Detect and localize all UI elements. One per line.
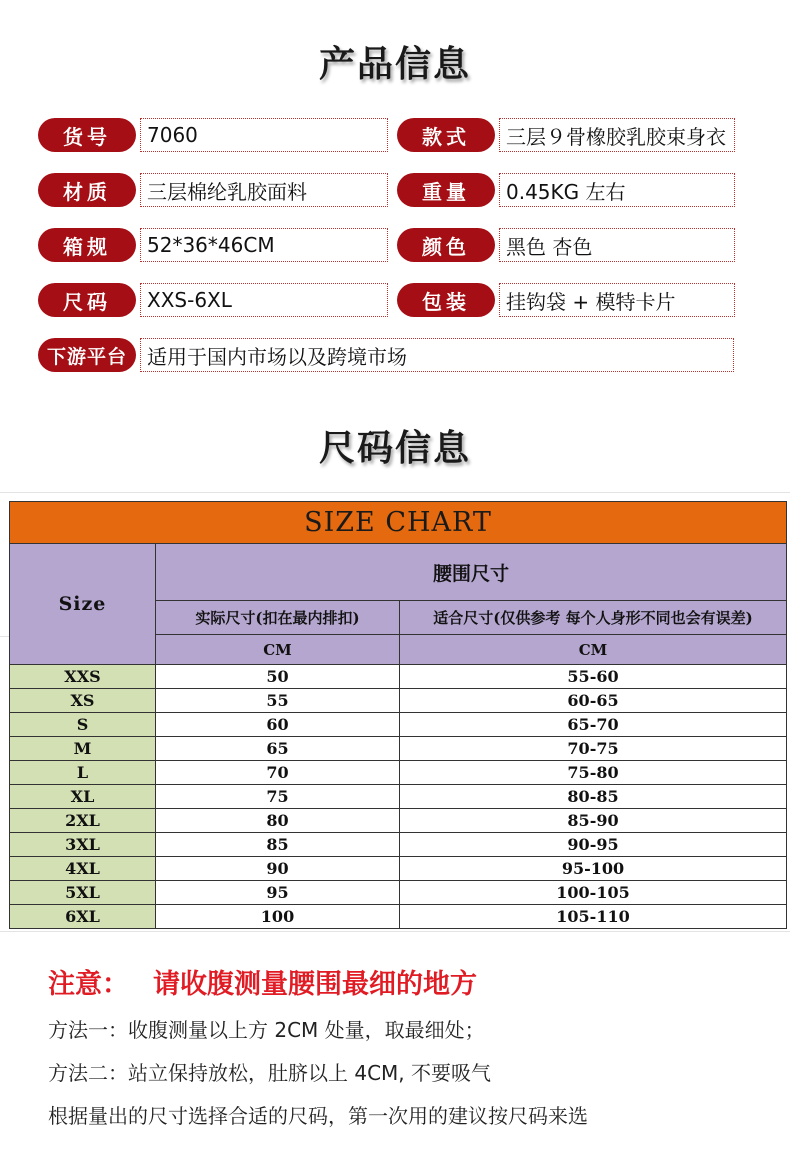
- table-row: [10, 905, 787, 929]
- actual-size-cell: 90: [156, 857, 400, 881]
- info-label: 颜色: [397, 228, 495, 262]
- fit-size-cell: 105-110: [400, 905, 787, 929]
- grid-line: [0, 931, 790, 932]
- info-item-color: [397, 228, 735, 262]
- fit-size-cell: 70-75: [400, 737, 787, 761]
- info-value: 黑色 杏色: [499, 228, 735, 262]
- fit-size-header: 适合尺寸(仅供参考 每个人身形不同也会有误差): [400, 601, 787, 635]
- note-advice: 根据量出的尺寸选择合适的尺码，第一次用的建议按尺码来选: [48, 1104, 588, 1128]
- waist-group-header: 腰围尺寸: [156, 544, 787, 601]
- size-cell: 5XL: [10, 881, 156, 905]
- info-value: 52*36*46CM: [140, 228, 388, 262]
- note-label: 注意：: [48, 969, 129, 1000]
- fit-unit: CM: [400, 635, 787, 665]
- actual-size-cell: 55: [156, 689, 400, 713]
- size-cell: 6XL: [10, 905, 156, 929]
- info-item-style: [397, 118, 735, 152]
- note-headline-text: 请收腹测量腰围最细的地方: [153, 969, 477, 1000]
- info-label: 材质: [38, 173, 136, 207]
- table-row: [10, 689, 787, 713]
- size-cell: L: [10, 761, 156, 785]
- info-item-platform: [38, 338, 734, 372]
- size-cell: XS: [10, 689, 156, 713]
- info-label: 重量: [397, 173, 495, 207]
- info-value: 0.45KG 左右: [499, 173, 735, 207]
- table-row: [10, 785, 787, 809]
- info-value: 适用于国内市场以及跨境市场: [140, 338, 734, 372]
- actual-size-cell: 75: [156, 785, 400, 809]
- size-cell: 3XL: [10, 833, 156, 857]
- fit-size-cell: 75-80: [400, 761, 787, 785]
- size-cell: S: [10, 713, 156, 737]
- fit-size-cell: 60-65: [400, 689, 787, 713]
- fit-size-cell: 95-100: [400, 857, 787, 881]
- info-value: 7060: [140, 118, 388, 152]
- size-cell: 4XL: [10, 857, 156, 881]
- size-cell: XL: [10, 785, 156, 809]
- actual-size-cell: 50: [156, 665, 400, 689]
- grid-line: [0, 636, 9, 637]
- size-cell: XXS: [10, 665, 156, 689]
- info-label: 尺码: [38, 283, 136, 317]
- info-item-weight: [397, 173, 735, 207]
- info-item-size-range: [38, 283, 388, 317]
- info-value: 三层９骨橡胶乳胶束身衣: [499, 118, 735, 152]
- fit-size-cell: 65-70: [400, 713, 787, 737]
- info-item-material: [38, 173, 388, 207]
- actual-size-cell: 95: [156, 881, 400, 905]
- product-info-title: 产品信息: [318, 43, 471, 85]
- note-headline: [48, 962, 477, 1001]
- actual-size-cell: 60: [156, 713, 400, 737]
- fit-size-cell: 90-95: [400, 833, 787, 857]
- note-method-2: 方法二：站立保持放松，肚脐以上 4CM, 不要吸气: [48, 1061, 492, 1085]
- info-value: XXS-6XL: [140, 283, 388, 317]
- info-label: 下游平台: [38, 338, 136, 372]
- info-label: 箱规: [38, 228, 136, 262]
- info-label: 货号: [38, 118, 136, 152]
- table-row: [10, 761, 787, 785]
- size-cell: M: [10, 737, 156, 761]
- actual-size-cell: 80: [156, 809, 400, 833]
- size-chart-table: [9, 501, 787, 929]
- table-row: [10, 881, 787, 905]
- table-row: [10, 713, 787, 737]
- note-method-1: 方法一：收腹测量以上方 2CM 处量，取最细处；: [48, 1018, 485, 1042]
- table-row: [10, 833, 787, 857]
- chart-title: SIZE CHART: [10, 502, 787, 544]
- info-item-carton: [38, 228, 388, 262]
- size-cell: 2XL: [10, 809, 156, 833]
- actual-unit: CM: [156, 635, 400, 665]
- fit-size-cell: 85-90: [400, 809, 787, 833]
- size-column-header: Size: [10, 544, 156, 665]
- actual-size-cell: 100: [156, 905, 400, 929]
- grid-line: [0, 492, 790, 493]
- info-value: 挂钩袋 + 模特卡片: [499, 283, 735, 317]
- info-value: 三层棉纶乳胶面料: [140, 173, 388, 207]
- actual-size-cell: 65: [156, 737, 400, 761]
- table-row: [10, 737, 787, 761]
- actual-size-cell: 85: [156, 833, 400, 857]
- info-label: 包装: [397, 283, 495, 317]
- table-row: [10, 857, 787, 881]
- table-row: [10, 665, 787, 689]
- fit-size-cell: 100-105: [400, 881, 787, 905]
- info-item-packaging: [397, 283, 735, 317]
- fit-size-cell: 55-60: [400, 665, 787, 689]
- info-label: 款式: [397, 118, 495, 152]
- size-info-title: 尺码信息: [318, 427, 471, 469]
- actual-size-cell: 70: [156, 761, 400, 785]
- info-item-sku: [38, 118, 388, 152]
- table-row: [10, 809, 787, 833]
- actual-size-header: 实际尺寸(扣在最内排扣): [156, 601, 400, 635]
- fit-size-cell: 80-85: [400, 785, 787, 809]
